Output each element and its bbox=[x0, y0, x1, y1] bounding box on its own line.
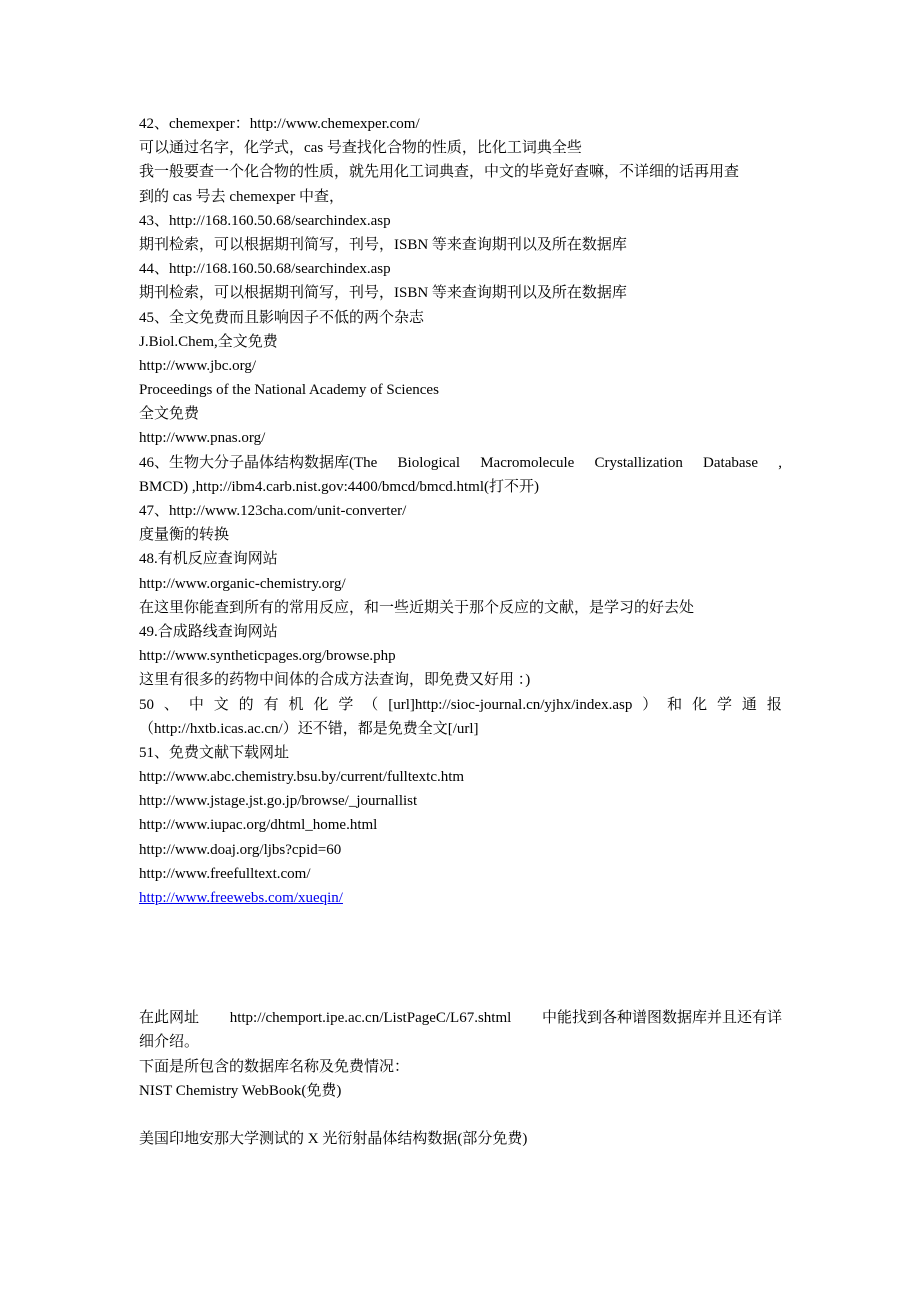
word: 学 bbox=[717, 696, 733, 713]
word: 文 bbox=[213, 696, 229, 713]
text-line: NIST Chemistry WebBook(免费) bbox=[139, 1082, 342, 1099]
text-line: 49.合成路线查询网站 bbox=[139, 623, 278, 640]
text-line: 可以通过名字，化学式，cas 号查找化合物的性质，比化工词典全些 bbox=[139, 140, 582, 157]
mid-section bbox=[139, 475, 782, 693]
late-section bbox=[139, 717, 782, 886]
spacer bbox=[139, 1103, 782, 1127]
word: 学 bbox=[338, 696, 354, 713]
text-line: http://www.freefulltext.com/ bbox=[139, 865, 311, 882]
top-section bbox=[139, 112, 782, 451]
word: 报 bbox=[766, 696, 782, 713]
text-line: http://www.abc.chemistry.bsu.by/current/fulltextc.htm bbox=[139, 769, 465, 786]
item-46-first-line bbox=[139, 451, 782, 475]
word: [url]http://sioc-journal.cn/yjhx/index.asp bbox=[388, 696, 633, 713]
chemport-intro-line bbox=[139, 1006, 782, 1030]
text-line: http://www.doaj.org/ljbs?cpid=60 bbox=[139, 841, 342, 858]
freewebs-link[interactable]: http://www.freewebs.com/xueqin/ bbox=[139, 890, 343, 906]
word: （ bbox=[363, 696, 379, 713]
word: 46、生物大分子晶体结构数据库(The bbox=[139, 454, 378, 471]
document-body bbox=[139, 112, 782, 1151]
text-line: http://www.pnas.org/ bbox=[139, 430, 266, 447]
text-line: Proceedings of the National Academy of Sciences bbox=[139, 382, 439, 399]
word: 、 bbox=[163, 696, 179, 713]
word: , bbox=[778, 454, 782, 471]
text-line: http://www.jstage.jst.go.jp/browse/_journallist bbox=[139, 793, 418, 810]
text-line: 到的 cas 号去 chemexper 中查， bbox=[139, 188, 344, 205]
item-50-first-line bbox=[139, 693, 782, 717]
text-line: 度量衡的转换 bbox=[139, 527, 230, 544]
text-line: http://www.organic-chemistry.org/ bbox=[139, 575, 346, 592]
word: 在此网址 bbox=[139, 1010, 200, 1027]
text-line: （http://hxtb.icas.ac.cn/）还不错，都是免费全文[/url] bbox=[139, 720, 479, 737]
word: Crystallization bbox=[594, 454, 683, 471]
text-line: 47、http://www.123cha.com/unit-converter/ bbox=[139, 503, 407, 519]
bottom-section bbox=[139, 1030, 782, 1103]
spacer bbox=[139, 910, 782, 1006]
word: 机 bbox=[288, 696, 304, 713]
word: 化 bbox=[692, 696, 708, 713]
indiana-xray-line: 美国印地安那大学测试的 X 光衍射晶体结构数据(部分免费) bbox=[139, 1130, 528, 1147]
text-line: 全文免费 bbox=[139, 406, 200, 423]
word: 通 bbox=[741, 696, 757, 713]
text-line: http://www.syntheticpages.org/browse.php bbox=[139, 648, 396, 665]
word: 中能找到各种谱图数据库并且还有详 bbox=[541, 1010, 782, 1027]
word: ） bbox=[642, 696, 658, 713]
word: Database bbox=[703, 454, 758, 471]
text-line: 42、chemexper：http://www.chemexper.com/ bbox=[139, 116, 420, 132]
word: Macromolecule bbox=[480, 454, 575, 471]
text-line: 在这里你能查到所有的常用反应，和一些近期关于那个反应的文献，是学习的好去处 bbox=[139, 599, 695, 616]
text-line: http://www.iupac.org/dhtml_home.html bbox=[139, 817, 378, 834]
word: 的 bbox=[238, 696, 254, 713]
text-line: 我一般要查一个化合物的性质，就先用化工词典查，中文的毕竟好查嘛，不详细的话再用查 bbox=[139, 164, 740, 181]
word: Biological bbox=[397, 454, 461, 471]
word: 中 bbox=[188, 696, 204, 713]
text-line: 细介绍。 bbox=[139, 1034, 200, 1051]
text-line: 期刊检索，可以根据期刊简写，刊号，ISBN 等来查询期刊以及所在数据库 bbox=[139, 236, 627, 253]
word: http://chemport.ipe.ac.cn/ListPageC/L67.shtml bbox=[229, 1010, 512, 1027]
word: 化 bbox=[313, 696, 329, 713]
text-line: http://www.jbc.org/ bbox=[139, 357, 257, 374]
text-line: 期刊检索，可以根据期刊简写，刊号，ISBN 等来查询期刊以及所在数据库 bbox=[139, 285, 627, 302]
word: 50 bbox=[139, 696, 154, 713]
text-line: 48.有机反应查询网站 bbox=[139, 551, 278, 568]
text-line: J.Biol.Chem,全文免费 bbox=[139, 333, 278, 350]
text-line: 43、http://168.160.50.68/searchindex.asp bbox=[139, 212, 391, 229]
text-line: BMCD) ,http://ibm4.carb.nist.gov:4400/bmcd/bmcd.html(打不开) bbox=[139, 478, 539, 495]
text-line: 45、全文免费而且影响因子不低的两个杂志 bbox=[139, 309, 425, 326]
text-line: 这里有很多的药物中间体的合成方法查询，即免费又好用 ：) bbox=[139, 672, 531, 689]
word: 和 bbox=[667, 696, 683, 713]
text-line: 44、http://168.160.50.68/searchindex.asp bbox=[139, 261, 391, 278]
text-line: 51、免费文献下载网址 bbox=[139, 744, 290, 761]
text-line: 下面是所包含的数据库名称及免费情况： bbox=[139, 1058, 410, 1075]
word: 有 bbox=[263, 696, 279, 713]
